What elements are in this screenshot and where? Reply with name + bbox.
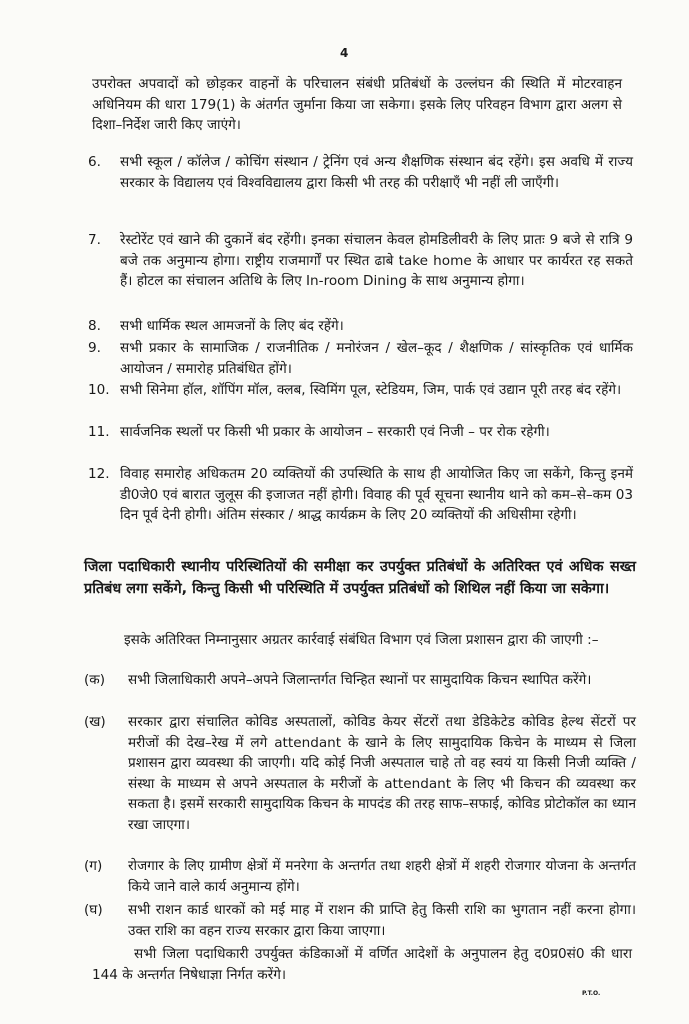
sub-item [84, 670, 636, 691]
item-number: 7. [88, 232, 101, 248]
sub-item [84, 856, 636, 897]
sub-item [84, 712, 636, 835]
list-item [88, 422, 633, 443]
list-item [88, 338, 633, 379]
bold-notice: जिला पदाधिकारी स्थानीय परिस्थितियों की समीक्षा कर उपर्युक्त प्रतिबंधों के अतिरिक्त एवं अधिक सख्त प्रतिबंध लगा सकेंगे, किन्तु किसी भी परिस्थिति में उपर्युक्त प्रतिबंधों को शिथिल नहीं किया जा सकेगा। [84, 559, 636, 597]
list-item [88, 316, 633, 337]
item-number: 9. [88, 340, 101, 356]
intro-paragraph: उपरोक्त अपवादों को छोड़कर वाहनों के परिचालन संबंधी प्रतिबंधों के उल्लंघन की स्थिति में मोटरवाहन अधिनियम की धारा 179(1) के अंतर्गत जुर्माना किया जा सकेगा। इसके लिए परिवहन विभाग द्वारा अलग से दिशा–निर्देश जारी किए जाएंगे। [92, 76, 622, 133]
sub-item-text: सरकार द्वारा संचालित कोविड अस्पतालों, कोविड केयर सेंटरों तथा डेडिकेटेड कोविड हेल्थ सेंटरों पर मरीजों की देख–रेख में लगे attendant के खाने के लिए सामुदायिक किचेन के माध्यम से जिला प्रशासन द्वारा व्यवस्था की जाएगी। यदि कोई निजी अस्पताल चाहे तो वह स्वयं या किसी निजी व्यक्ति / संस्था के माध्यम से अपने अस्पताल के मरीजों के attendant के लिए भी किचन की व्यवस्था कर सकता है। इसमें सरकारी सामुदायिक किचन के मापदंड की तरह साफ–सफाई, कोविड प्रोटोकॉल का ध्यान रखा जाएगा। [128, 714, 636, 833]
closing-paragraph: सभी जिला पदाधिकारी उपर्युक्त कंडिकाओं में वर्णित आदेशों के अनुपालन हेतु द0प्र0सं0 की धारा 144 के अन्तर्गत निषेधाज्ञा निर्गत करेंगे। [92, 946, 632, 983]
additional-actions-intro: इसके अतिरिक्त निम्नानुसार अग्रतर कार्रवाई संबंधित विभाग एवं जिला प्रशासन द्वारा की जाएगी :– [124, 632, 599, 648]
item-text: सार्वजनिक स्थलों पर किसी भी प्रकार के आयोजन – सरकारी एवं निजी – पर रोक रहेगी। [120, 424, 550, 440]
sub-item-text: सभी राशन कार्ड धारकों को मई माह में राशन की प्राप्ति हेतु किसी राशि का भुगतान नहीं करना होगा। उक्त राशि का वहन राज्य सरकार द्वारा किया जाएगा। [128, 902, 636, 939]
item-text: सभी सिनेमा हॉल, शॉपिंग मॉल, क्लब, स्विमिंग पूल, स्टेडियम, जिम, पार्क एवं उद्यान पूरी तरह बंद रहेंगे। [120, 382, 622, 398]
item-number: 8. [88, 318, 101, 334]
item-number: 12. [88, 466, 110, 482]
list-item [88, 152, 633, 193]
item-text: सभी स्कूल / कॉलेज / कोचिंग संस्थान / ट्रेनिंग एवं अन्य शैक्षणिक संस्थान बंद रहेंगे। इस अवधि में राज्य सरकार के विद्यालय एवं विश्वविद्यालय द्वारा किसी भी तरह की परीक्षाएँ भी नहीं ली जाएँगी। [120, 154, 633, 191]
item-number: 11. [88, 424, 110, 440]
sub-item-text: रोजगार के लिए ग्रामीण क्षेत्रों में मनरेगा के अन्तर्गत तथा शहरी क्षेत्रों में शहरी रोजगार योजना के अन्तर्गत किये जाने वाले कार्य अनुमान्य होंगे। [128, 858, 636, 895]
list-item [88, 464, 633, 526]
sub-item [84, 900, 636, 941]
item-text: रेस्टोरेंट एवं खाने की दुकानें बंद रहेंगी। इनका संचालन केवल होमडिलीवरी के लिए प्रातः 9 बजे से रात्रि 9 बजे तक अनुमान्य होगा। राष्ट्रीय राजमार्गों पर स्थित ढाबे take home के आधार पर कार्यरत रह सकते हैं। होटल का संचालन अतिथि के लिए In-room Dining के साथ अनुमान्य होगा। [120, 232, 633, 289]
item-number: 6. [88, 154, 101, 170]
sub-item-number: (ख) [84, 714, 106, 730]
pto-label: P.T.O. [582, 990, 601, 997]
sub-item-text: सभी जिलाधिकारी अपने–अपने जिलान्तर्गत चिन्हित स्थानों पर सामुदायिक किचन स्थापित करेंगे। [128, 672, 592, 688]
item-text: विवाह समारोह अधिकतम 20 व्यक्तियों की उपस्थिति के साथ ही आयोजित किए जा सकेंगे, किन्तु इनमें डी0जे0 एवं बारात जुलूस की इजाजत नहीं होगी। विवाह की पूर्व सूचना स्थानीय थाने को कम–से–कम 03 दिन पूर्व देनी होगी। अंतिम संस्कार / श्राद्ध कार्यक्रम के लिए 20 व्यक्तियों की अधिसीमा रहेगी। [120, 466, 633, 523]
page-number: 4 [340, 46, 349, 60]
sub-item-number: (क) [84, 672, 106, 688]
item-text: सभी प्रकार के सामाजिक / राजनीतिक / मनोरंजन / खेल–कूद / शैक्षणिक / सांस्कृतिक एवं धार्मिक आयोजन / समारोह प्रतिबंधित होंगे। [120, 340, 633, 377]
sub-item-number: (घ) [84, 902, 103, 918]
sub-item-number: (ग) [84, 858, 103, 874]
item-number: 10. [88, 382, 110, 398]
list-item [88, 230, 633, 292]
item-text: सभी धार्मिक स्थल आमजनों के लिए बंद रहेंगे। [120, 318, 344, 334]
list-item [88, 380, 633, 401]
